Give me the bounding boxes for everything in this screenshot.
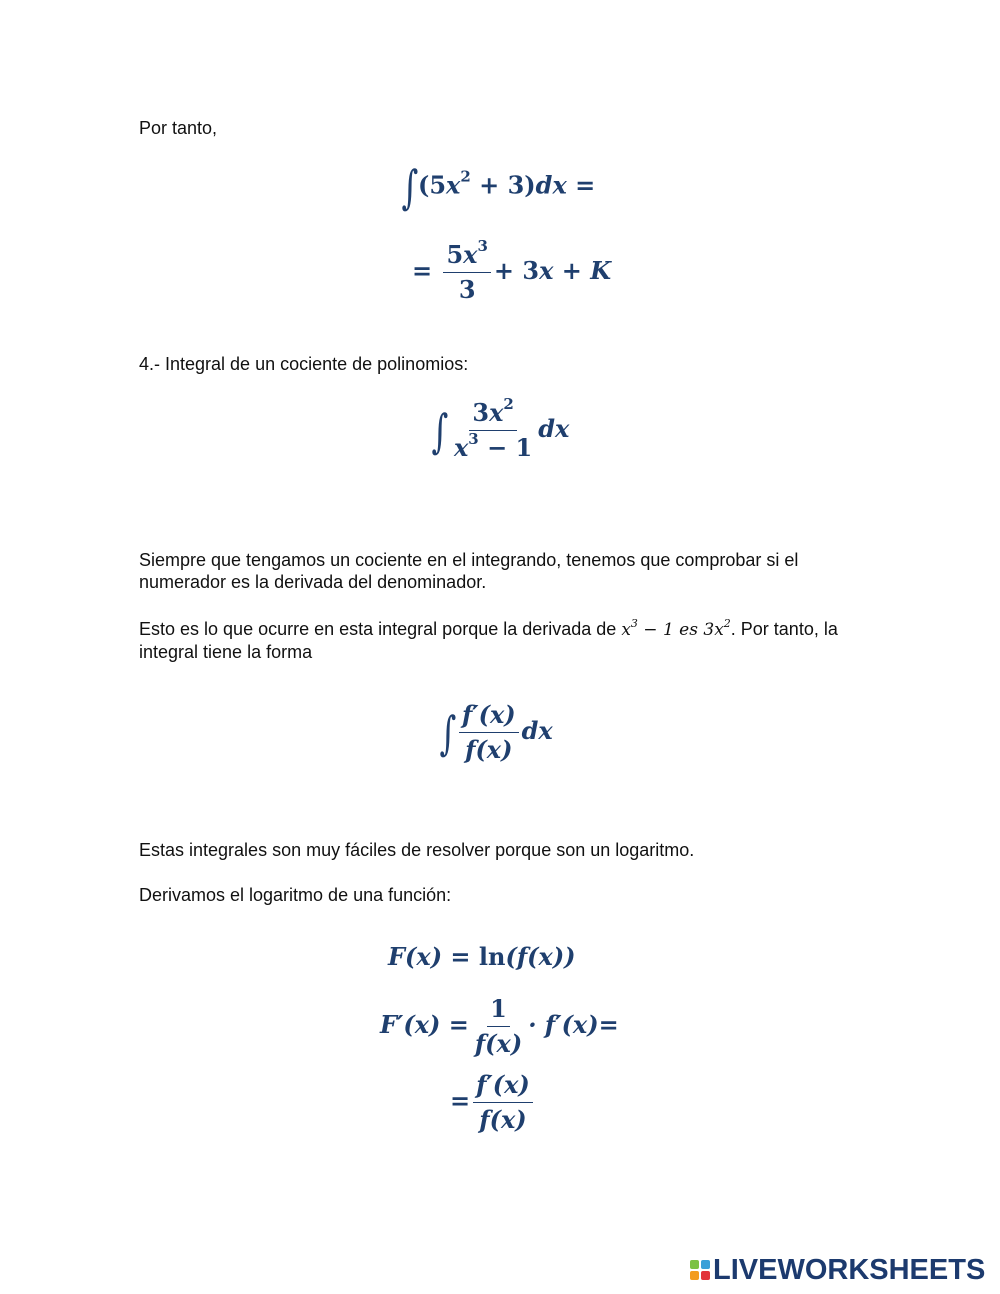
formula-integral-polynomial: $\int(5x^2 + 3)dx$ = [401,160,596,214]
intro-text: Por tanto, [139,118,218,138]
formula-log-derivative: F′(x) = $\frac{1}{f(x)}$ · f′(x)= [380,994,619,1058]
paragraph-derivative: Esto es lo que ocurre en esta integral porque la derivada de $x^3 - 1$ es $3x^2$. Por tanto, la integral tiene la forma [139,617,838,662]
formula-log-derivative-result: = $\frac{f'(x)}{f(x)}$ [450,1070,536,1135]
integral-sign-icon: ∫ [431,403,449,458]
logo-icon [690,1260,710,1280]
integral-sign-icon: ∫ [401,160,419,214]
paragraph-quotient-check: Siempre que tengamos un cociente en el integrando, tenemos que comprobar si el numerador es la derivada del denominador. [139,550,799,592]
liveworksheets-logo [690,1255,985,1285]
formula-integral-log-form: ∫ $\frac{f'(x)}{f(x)}$ dx [439,700,553,764]
paragraph-logarithm: Estas integrales son muy fáciles de resolver porque son un logaritmo. [139,840,695,860]
inline-math: $x^3 - 1$ es $3x^2$ [621,617,731,640]
paragraph-derive-log: Derivamos el logaritmo de una función: [139,885,452,905]
section-heading: 4.- Integral de un cociente de polinomios: [139,354,469,374]
formula-log-definition: F(x) = ln(f(x)) [388,942,576,971]
formula-integral-result: = $\frac{5x^3}{3}$ + 3x + K [412,237,612,304]
formula-integral-quotient: ∫ $\frac{3x^2}{x^3 - 1}$ dx [431,395,570,462]
logo-text: LIVEWORKSHEETS [713,1253,986,1286]
integral-sign-icon: ∫ [439,705,457,760]
